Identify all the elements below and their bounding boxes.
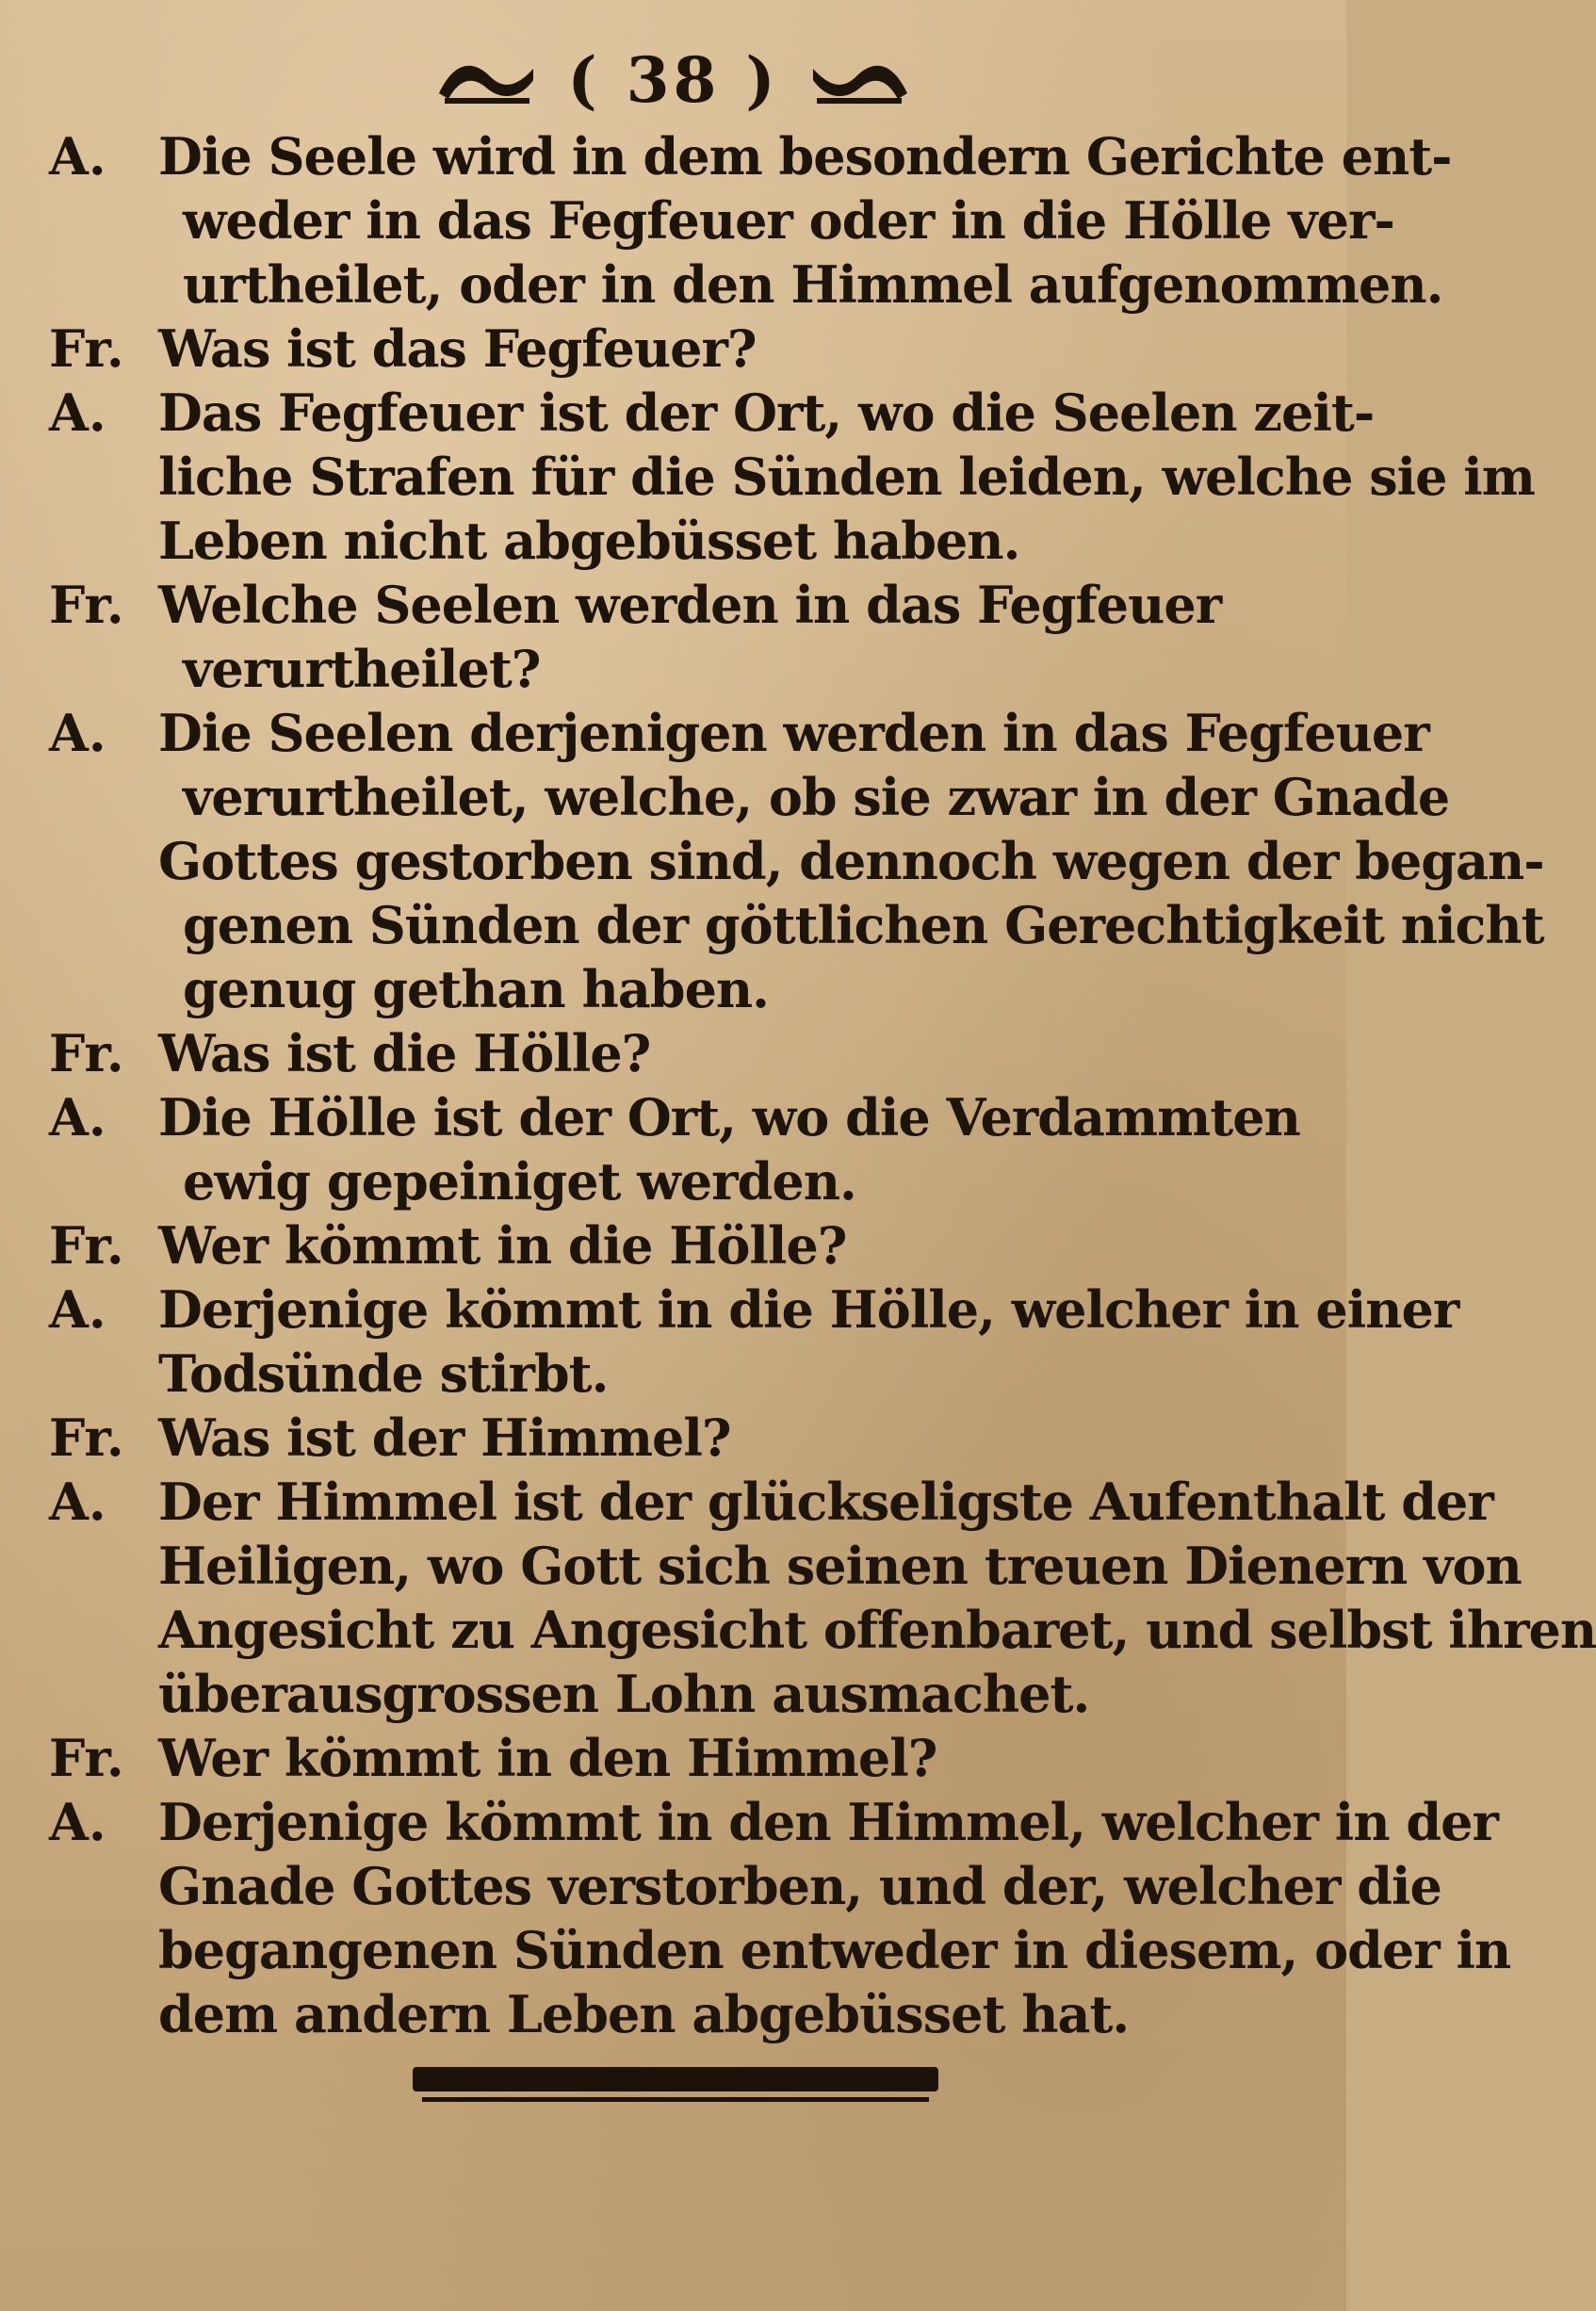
question-entry bbox=[49, 317, 1311, 381]
entry-label: Fr. bbox=[49, 1215, 124, 1276]
question-entry bbox=[49, 1406, 1311, 1470]
entry-label: A. bbox=[49, 1472, 106, 1532]
text-line: genen Sünden der göttlichen Gerechtigkeit nicht bbox=[183, 895, 1544, 955]
text-line: Die Hölle ist der Ort, wo die Verdammten bbox=[158, 1087, 1300, 1147]
text-line: Das Fegfeuer ist der Ort, wo die Seelen zeit- bbox=[158, 382, 1375, 443]
text-line: Wer kömmt in die Hölle? bbox=[158, 1215, 847, 1276]
answer-entry bbox=[49, 1470, 1596, 1726]
page-header bbox=[0, 28, 1346, 132]
question-entry bbox=[49, 573, 1311, 701]
entry-label: Fr. bbox=[49, 1728, 124, 1788]
answer-entry bbox=[49, 381, 1535, 573]
text-line: begangenen Sünden entweder in diesem, oder in bbox=[158, 1920, 1511, 1980]
text-line: Welche Seelen werden in das Fegfeuer bbox=[158, 575, 1222, 635]
entry-label: Fr. bbox=[49, 575, 124, 635]
right-header-ornament-icon bbox=[807, 52, 911, 108]
entry-label: Fr. bbox=[49, 1408, 124, 1468]
text-line: liche Strafen für die Sünden leiden, welche sie im bbox=[158, 447, 1535, 507]
text-line: Derjenige kömmt in die Hölle, welcher in einer bbox=[158, 1279, 1459, 1340]
text-line: Derjenige kömmt in den Himmel, welcher in der bbox=[158, 1792, 1498, 1852]
answer-entry bbox=[49, 701, 1544, 1021]
text-line: Die Seelen derjenigen werden in das Fegfeuer bbox=[158, 703, 1429, 763]
text-line: Was ist das Fegfeuer? bbox=[158, 318, 757, 379]
page-number: ( 38 ) bbox=[567, 43, 779, 117]
entry-label: A. bbox=[49, 382, 106, 443]
answer-entry bbox=[49, 1278, 1459, 1406]
text-line: verurtheilet? bbox=[183, 639, 541, 699]
answer-entry bbox=[49, 1085, 1311, 1213]
entry-label: A. bbox=[49, 1792, 106, 1852]
text-line: Todsünde stirbt. bbox=[158, 1343, 609, 1404]
text-line: Der Himmel ist der glückseligste Aufenthalt der bbox=[158, 1472, 1493, 1532]
text-line: Leben nicht abgebüsset haben. bbox=[158, 511, 1020, 571]
text-line: weder in das Fegfeuer oder in die Hölle ver- bbox=[183, 190, 1394, 251]
text-line: Was ist die Hölle? bbox=[158, 1023, 651, 1083]
catechism-text bbox=[49, 124, 1596, 2046]
closing-rule bbox=[413, 2059, 938, 2107]
text-line: Gottes gestorben sind, dennoch wegen der began- bbox=[158, 831, 1544, 891]
text-line: ewig gepeiniget werden. bbox=[183, 1151, 856, 1212]
text-line: Gnade Gottes verstorben, und der, welcher die bbox=[158, 1856, 1441, 1916]
question-entry bbox=[49, 1726, 1311, 1790]
question-entry bbox=[49, 1021, 1311, 1085]
text-line: urtheilet, oder in den Himmel aufgenommen. bbox=[183, 254, 1443, 315]
text-line: überausgrossen Lohn ausmachet. bbox=[158, 1664, 1090, 1724]
entry-label: A. bbox=[49, 1087, 106, 1147]
text-line: genug gethan haben. bbox=[183, 959, 769, 1019]
closing-rule-thin-bar bbox=[422, 2097, 929, 2102]
entry-label: A. bbox=[49, 703, 106, 763]
answer-entry bbox=[49, 1790, 1511, 2046]
entry-label: Fr. bbox=[49, 1023, 124, 1083]
text-line: Die Seele wird in dem besondern Gerichte ent- bbox=[158, 126, 1452, 187]
text-line: Heiligen, wo Gott sich seinen treuen Dienern von bbox=[158, 1536, 1522, 1596]
text-line: Angesicht zu Angesicht offenbaret, und selbst ihren bbox=[158, 1600, 1596, 1660]
question-entry bbox=[49, 1213, 1311, 1278]
entry-label: Fr. bbox=[49, 318, 124, 379]
text-line: Wer kömmt in den Himmel? bbox=[158, 1728, 937, 1788]
entry-label: A. bbox=[49, 1279, 106, 1340]
text-line: dem andern Leben abgebüsset hat. bbox=[158, 1984, 1130, 2044]
closing-rule-thick-bar bbox=[413, 2067, 938, 2091]
left-header-ornament-icon bbox=[435, 52, 539, 108]
text-line: verurtheilet, welche, ob sie zwar in der Gnade bbox=[183, 767, 1450, 827]
entry-label: A. bbox=[49, 126, 106, 187]
text-line: Was ist der Himmel? bbox=[158, 1408, 731, 1468]
answer-entry bbox=[49, 124, 1452, 317]
